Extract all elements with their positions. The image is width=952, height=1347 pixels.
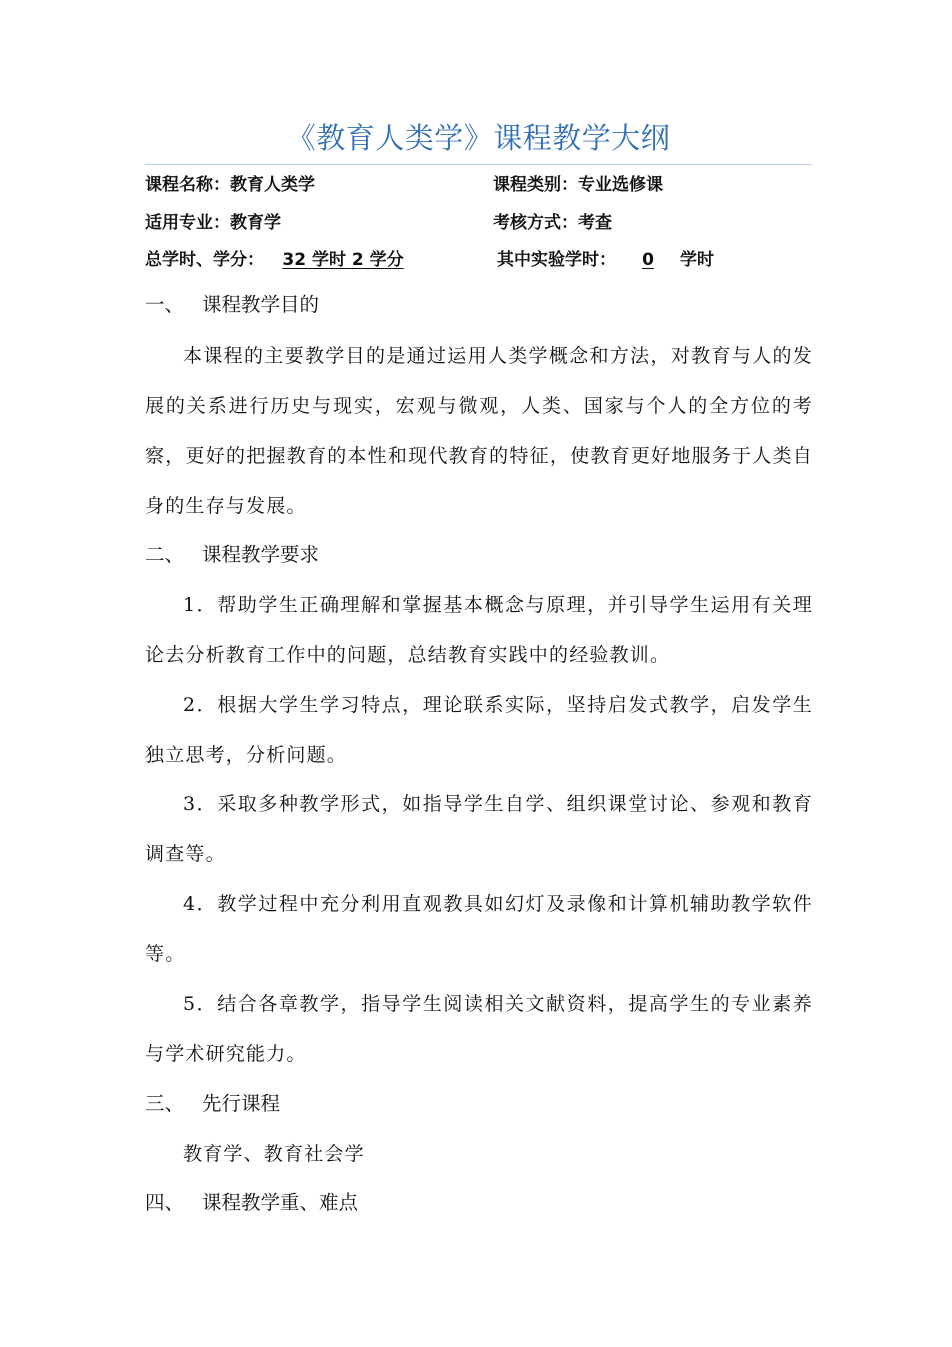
- requirement-item-3: 3．采取多种教学形式，如指导学生自学、组织课堂讨论、参观和教育调查等。: [145, 793, 813, 865]
- section-title: 课程教学要求: [202, 543, 320, 566]
- section-heading-3: [145, 1089, 280, 1119]
- info-row-hours: [145, 247, 812, 273]
- section-heading-2: [145, 540, 319, 570]
- document-title: 《教育人类学》课程教学大纲: [286, 121, 671, 155]
- hours-label: 总学时、学分：: [145, 250, 264, 270]
- section-number: 一、: [145, 293, 185, 316]
- major-value: 教育学: [230, 213, 281, 233]
- section-number: 四、: [145, 1191, 185, 1214]
- lab-hours-label: 其中实验学时：: [497, 250, 616, 270]
- hours-field: [145, 247, 422, 273]
- lab-hours-field: [497, 247, 714, 273]
- section-number: 三、: [145, 1092, 185, 1115]
- prerequisite-courses: 教育学、教育社会学: [183, 1143, 365, 1165]
- assessment-value: 考查: [578, 213, 612, 233]
- info-row-major: [145, 210, 812, 236]
- section-heading-4: [145, 1188, 358, 1218]
- major-field: [145, 210, 281, 236]
- course-type-value: 专业选修课: [578, 175, 663, 195]
- requirement-item-4: 4．教学过程中充分利用直观教具如幻灯及录像和计算机辅助教学软件等。: [145, 893, 813, 965]
- course-name-field: [145, 172, 315, 198]
- section-title: 课程教学目的: [202, 293, 320, 316]
- assessment-field: [493, 210, 612, 236]
- section-1-paragraph-1: 本课程的主要教学目的是通过运用人类学概念和方法，对教育与人的发展的关系进行历史与现实，宏观与微观，人类、国家与个人的全方位的考察，更好的把握教育的本性和现代教育的特征，使教育更好地服务于人类自身的生存与发展。: [145, 345, 813, 517]
- course-name-label: 课程名称：: [145, 175, 230, 195]
- major-label: 适用专业：: [145, 213, 230, 233]
- section-title: 先行课程: [202, 1092, 281, 1115]
- section-number: 二、: [145, 543, 185, 566]
- title-divider: [145, 164, 812, 165]
- requirement-item-5: 5．结合各章教学，指导学生阅读相关文献资料，提高学生的专业素养与学术研究能力。: [145, 993, 813, 1065]
- info-row-course: [145, 172, 812, 198]
- course-type-field: [493, 172, 663, 198]
- hours-value: 32 学时 2 学分: [282, 250, 404, 270]
- requirement-item-1: 1．帮助学生正确理解和掌握基本概念与原理，并引导学生运用有关理论去分析教育工作中的问题，总结教育实践中的经验教训。: [145, 594, 813, 666]
- requirement-item-2: 2．根据大学生学习特点，理论联系实际，坚持启发式教学，启发学生独立思考，分析问题。: [145, 694, 813, 766]
- section-title: 课程教学重、难点: [202, 1191, 359, 1214]
- assessment-label: 考核方式：: [493, 213, 578, 233]
- lab-hours-value: 0: [642, 250, 654, 270]
- section-heading-1: [145, 290, 319, 320]
- lab-hours-unit: 学时: [680, 250, 714, 270]
- course-name-value: 教育人类学: [230, 175, 315, 195]
- course-type-label: 课程类别：: [493, 175, 578, 195]
